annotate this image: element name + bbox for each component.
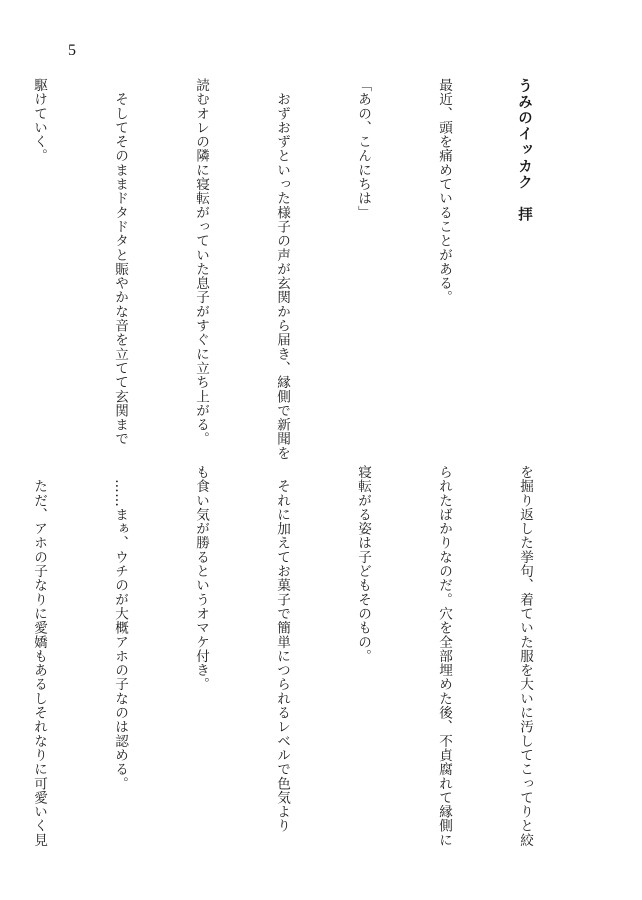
text-line: それに加えてお菓子で簡単につられるレベルで色気より	[274, 465, 290, 833]
text-line: ただ、アホの子なりに愛嬌もあるしそれなりに可愛いく見	[31, 465, 47, 848]
text-line: 「あの、こんにちは」	[355, 78, 371, 220]
story-title: うみのイッカク 拝	[516, 78, 533, 223]
text-line: 読むオレの隣に寝転がっていた息子がすぐに立ち上がる。	[193, 78, 209, 446]
lower-text-block	[0, 465, 592, 848]
text-line: おずおずといった様子の声が玄関から届き、縁側で新聞を	[274, 78, 290, 461]
text-line: ……まぁ、ウチのが大概アホの子なのは認める。	[112, 465, 128, 791]
page-number: 5	[68, 42, 76, 59]
upper-text-block	[0, 78, 592, 461]
text-line: られたばかりなのだ。穴を全部埋めた後、不貞腐れて縁側に	[436, 465, 452, 848]
text-line: そしてそのままドタドタと賑やかな音を立てて玄関まで	[112, 78, 128, 446]
text-line: も食い気が勝るというオマケ付き。	[193, 465, 209, 692]
text-line: を掘り返した挙句、着ていた服を大いに汚してこってりと絞	[517, 465, 533, 848]
text-line: 駆けていく。	[31, 78, 47, 163]
text-line: 寝転がる姿は子どもそのもの。	[355, 465, 371, 664]
text-line: 最近、頭を痛めていることがある。	[436, 78, 452, 305]
